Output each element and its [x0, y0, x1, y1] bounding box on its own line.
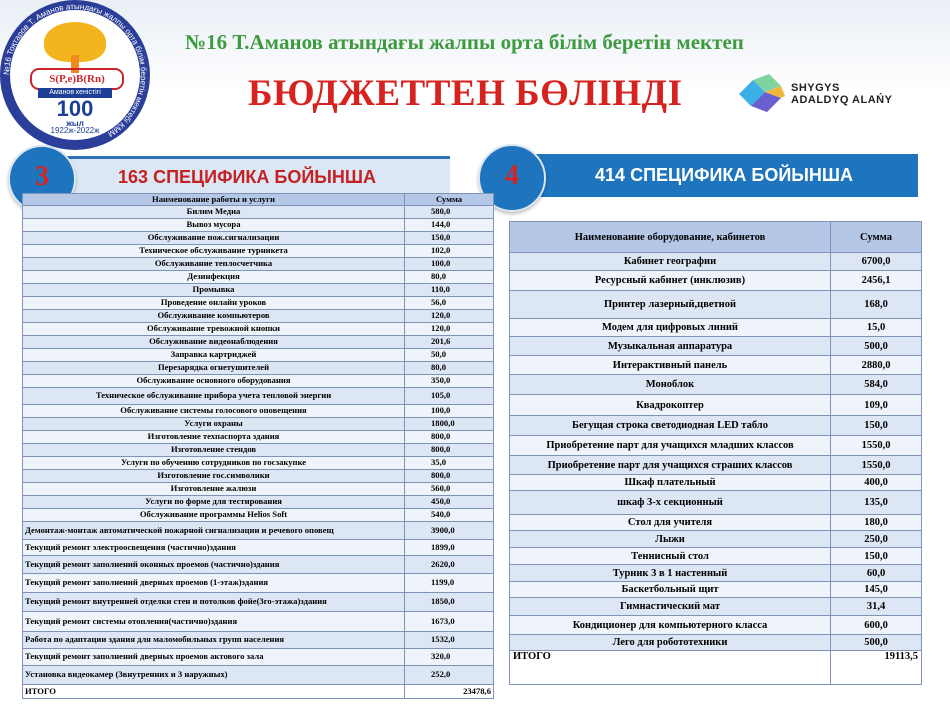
- total-sum: 23478,6: [405, 685, 494, 699]
- row-name: Квадрокоптер: [510, 395, 831, 416]
- row-sum: 145,0: [831, 582, 922, 598]
- row-name: Текущий ремонт системы отопления(частично)здания: [23, 612, 405, 632]
- brand-logo: [733, 70, 933, 118]
- row-sum: 2880,0: [831, 356, 922, 375]
- row-sum: 800,0: [405, 431, 494, 444]
- table-row: [23, 457, 494, 470]
- row-sum: 31,4: [831, 598, 922, 616]
- table-row: [510, 271, 922, 291]
- logo-formula: S(P,e)B(Rn): [30, 68, 124, 90]
- table-row: [23, 258, 494, 271]
- row-name: Бегущая строка светодиодная LED табло: [510, 416, 831, 436]
- logo-years: 1922ж-2022ж: [50, 126, 100, 135]
- row-sum: 168,0: [831, 291, 922, 319]
- table-row: [23, 509, 494, 522]
- row-name: Техническое обслуживание прибора учета тепловой энергии: [23, 388, 405, 405]
- row-name: Изготовление техпаспорта здания: [23, 431, 405, 444]
- table-row: [23, 418, 494, 431]
- svg-text:№16 Тоқтаров Т. Амaнов атындағ: [2, 2, 148, 139]
- row-sum: 100,0: [405, 258, 494, 271]
- logo-hundred-sub: жыл: [66, 119, 84, 128]
- brand-mark-icon: [735, 72, 787, 116]
- table-row: [23, 336, 494, 349]
- row-sum: 102,0: [405, 245, 494, 258]
- row-sum: 150,0: [831, 416, 922, 436]
- table-row: [23, 540, 494, 556]
- row-sum: 144,0: [405, 219, 494, 232]
- total-sum: 19113,5: [831, 651, 922, 685]
- row-sum: 56,0: [405, 297, 494, 310]
- row-name: Обслуживание теплосчетчика: [23, 258, 405, 271]
- row-name: Обслуживание основного оборудования: [23, 375, 405, 388]
- row-sum: 400,0: [831, 475, 922, 491]
- row-name: Заправка картриджей: [23, 349, 405, 362]
- row-name: Музыкальная аппаратура: [510, 337, 831, 356]
- row-name: Работа по адаптации здания для маломобильных групп населения: [23, 632, 405, 649]
- row-sum: 350,0: [405, 375, 494, 388]
- row-sum: 560,0: [405, 483, 494, 496]
- table-row: [23, 375, 494, 388]
- row-name: Кондиционер для компьютерного класса: [510, 616, 831, 635]
- row-name: Обслуживание тревожной кнопки: [23, 323, 405, 336]
- row-name: Текущий ремонт электроосвещения (частично)здания: [23, 540, 405, 556]
- row-sum: 201,6: [405, 336, 494, 349]
- table-row: [23, 388, 494, 405]
- row-sum: 500,0: [831, 635, 922, 651]
- table-row: [23, 349, 494, 362]
- table-163: [22, 193, 494, 699]
- row-name: Обслуживание видеонаблюдения: [23, 336, 405, 349]
- row-sum: 1550,0: [831, 456, 922, 475]
- table-row: [510, 337, 922, 356]
- row-name: Текущий ремонт заполнений дверных проемов (1-этаж)здания: [23, 574, 405, 593]
- row-sum: 1800,0: [405, 418, 494, 431]
- table-414: [509, 221, 922, 685]
- table-row: [23, 297, 494, 310]
- table-row: [23, 483, 494, 496]
- row-sum: 120,0: [405, 323, 494, 336]
- row-name: Гимнастический мат: [510, 598, 831, 616]
- table-row: [510, 616, 922, 635]
- table-row: [23, 206, 494, 219]
- row-sum: 35,0: [405, 457, 494, 470]
- row-sum: 584,0: [831, 375, 922, 395]
- row-name: Вывоз мусора: [23, 219, 405, 232]
- row-name: Услуги по обучению сотрудников по госзакупке: [23, 457, 405, 470]
- row-sum: 1899,0: [405, 540, 494, 556]
- total-label: ИТОГО: [510, 651, 831, 685]
- table-row: [510, 531, 922, 548]
- table-row: [23, 444, 494, 457]
- table-row: [23, 556, 494, 574]
- row-sum: 2456,1: [831, 271, 922, 291]
- table-row: [23, 574, 494, 593]
- row-sum: 500,0: [831, 337, 922, 356]
- row-sum: 60,0: [831, 565, 922, 582]
- table-row: [510, 635, 922, 651]
- table-row: [510, 565, 922, 582]
- row-name: Обслуживание программы Helios Soft: [23, 509, 405, 522]
- row-sum: 1850,0: [405, 593, 494, 612]
- table-row: [510, 598, 922, 616]
- total-row: [510, 651, 922, 685]
- table-row: [510, 253, 922, 271]
- row-name: Турник 3 в 1 настенный: [510, 565, 831, 582]
- table-row: [510, 375, 922, 395]
- row-sum: 540,0: [405, 509, 494, 522]
- row-name: Моноблок: [510, 375, 831, 395]
- table-row: [510, 491, 922, 515]
- table-row: [23, 431, 494, 444]
- col-header-name: Наименование работы и услуги: [23, 194, 405, 206]
- table-row: [23, 232, 494, 245]
- table-row: [23, 323, 494, 336]
- spec-163-number: 3: [8, 145, 76, 213]
- row-name: Кабинет географии: [510, 253, 831, 271]
- logo-caption: Амaнов кеністігі: [38, 88, 112, 98]
- row-sum: 580,0: [405, 206, 494, 219]
- table-row: [510, 319, 922, 337]
- row-sum: 6700,0: [831, 253, 922, 271]
- row-name: Лыжи: [510, 531, 831, 548]
- row-sum: 100,0: [405, 405, 494, 418]
- row-sum: 252,0: [405, 666, 494, 685]
- table-row: [510, 515, 922, 531]
- row-sum: 450,0: [405, 496, 494, 509]
- table-row: [23, 310, 494, 323]
- row-name: Стол для учителя: [510, 515, 831, 531]
- row-sum: 105,0: [405, 388, 494, 405]
- row-sum: 80,0: [405, 271, 494, 284]
- row-name: Техническое обслуживание турникета: [23, 245, 405, 258]
- total-row: [23, 685, 494, 699]
- table-row: [23, 522, 494, 540]
- table-row: [510, 416, 922, 436]
- school-name: №16 Т.Амaнов атындағы жалпы орта білім беретін мектеп: [185, 30, 744, 54]
- row-sum: 800,0: [405, 444, 494, 457]
- row-sum: 135,0: [831, 491, 922, 515]
- logo-circle-text-path: №16 Тоқтаров Т. Амaнов атындағы жалпы орта білім беретін мектебі КММ: [1, 1, 149, 139]
- row-name: Текущий ремонт заполнений дверных проемов актового зала: [23, 649, 405, 666]
- row-name: Проведение онлайн уроков: [23, 297, 405, 310]
- row-sum: 120,0: [405, 310, 494, 323]
- col-header-sum: Сумма: [405, 194, 494, 206]
- col-header-name: Наименование оборудование, кабинетов: [510, 222, 831, 253]
- row-sum: 1673,0: [405, 612, 494, 632]
- row-name: Демонтаж-монтаж автоматической пожарной сигнализации и речевого оповещ: [23, 522, 405, 540]
- spec-163-title: 163 СПЕЦИФИКА БОЙЫНША: [44, 156, 450, 199]
- row-name: Модем для цифровых линий: [510, 319, 831, 337]
- row-name: Билим Медиа: [23, 206, 405, 219]
- table-row: [510, 582, 922, 598]
- table-row: [23, 219, 494, 232]
- spec-414-title: 414 СПЕЦИФИКА БОЙЫНША: [530, 154, 918, 197]
- row-name: Услуги по форме для тестирования: [23, 496, 405, 509]
- row-sum: 150,0: [405, 232, 494, 245]
- row-name: Лего для робототехники: [510, 635, 831, 651]
- row-name: Обслуживание пож.сигнализации: [23, 232, 405, 245]
- budget-title: БЮДЖЕТТЕН БӨЛІНДІ: [248, 73, 683, 114]
- table-row: [23, 284, 494, 297]
- row-name: Шкаф плательный: [510, 475, 831, 491]
- table-row: [510, 291, 922, 319]
- table-row: [510, 475, 922, 491]
- row-name: Дезинфекция: [23, 271, 405, 284]
- row-name: Интерактивный панель: [510, 356, 831, 375]
- table-row: [23, 593, 494, 612]
- table-row: [23, 632, 494, 649]
- row-sum: 320,0: [405, 649, 494, 666]
- table-row: [23, 271, 494, 284]
- row-name: Перезарядка огнетушителей: [23, 362, 405, 375]
- table-row: [23, 405, 494, 418]
- row-name: Изготовление стендов: [23, 444, 405, 457]
- row-sum: 3900,0: [405, 522, 494, 540]
- row-sum: 150,0: [831, 548, 922, 565]
- row-sum: 110,0: [405, 284, 494, 297]
- row-name: Принтер лазерный,цветной: [510, 291, 831, 319]
- row-sum: 80,0: [405, 362, 494, 375]
- table-row: [510, 548, 922, 565]
- row-name: Ресурсный кабинет (инклюзив): [510, 271, 831, 291]
- logo-hundred-number: 100: [56, 96, 94, 121]
- table-row: [23, 612, 494, 632]
- row-sum: 600,0: [831, 616, 922, 635]
- table-row: [510, 436, 922, 456]
- row-sum: 15,0: [831, 319, 922, 337]
- row-name: Промывка: [23, 284, 405, 297]
- total-label: ИТОГО: [23, 685, 405, 699]
- row-name: Обслуживание компьютеров: [23, 310, 405, 323]
- row-sum: 109,0: [831, 395, 922, 416]
- row-name: Установка видеокамер (3внутренних и 3 наружных): [23, 666, 405, 685]
- row-sum: 800,0: [405, 470, 494, 483]
- row-name: Текущий ремонт заполнений оконных проемов (частично)здания: [23, 556, 405, 574]
- table-row: [23, 666, 494, 685]
- row-sum: 1532,0: [405, 632, 494, 649]
- col-header-sum: Сумма: [831, 222, 922, 253]
- row-sum: 2620,0: [405, 556, 494, 574]
- table-row: [23, 649, 494, 666]
- row-sum: 1199,0: [405, 574, 494, 593]
- table-row: [510, 456, 922, 475]
- table-row: [23, 470, 494, 483]
- brand-line-2: ADALDYQ ALAŃY: [791, 94, 893, 106]
- row-name: Обслуживание системы голосового оповещения: [23, 405, 405, 418]
- row-name: Изготовление гос.символики: [23, 470, 405, 483]
- table-row: [23, 496, 494, 509]
- row-name: Изготовление жалюзи: [23, 483, 405, 496]
- row-name: Баскетбольный щит: [510, 582, 831, 598]
- table-row: [23, 245, 494, 258]
- row-sum: 180,0: [831, 515, 922, 531]
- row-sum: 250,0: [831, 531, 922, 548]
- table-row: [23, 362, 494, 375]
- row-sum: 50,0: [405, 349, 494, 362]
- table-row: [510, 395, 922, 416]
- row-name: Приобретение парт для учащихся младших классов: [510, 436, 831, 456]
- row-name: Приобретение парт для учащихся страших классов: [510, 456, 831, 475]
- school-logo: [0, 0, 150, 150]
- brand-text: [791, 82, 892, 106]
- row-sum: 1550,0: [831, 436, 922, 456]
- row-name: Услуги охраны: [23, 418, 405, 431]
- row-name: шкаф 3-х секционный: [510, 491, 831, 515]
- brand-line-1: SHYGYS: [791, 82, 840, 94]
- logo-circle-text: [0, 0, 150, 150]
- row-name: Текущий ремонт внутренней отделки стен и потолков фойе(3го-этажа)здания: [23, 593, 405, 612]
- row-name: Теннисный стол: [510, 548, 831, 565]
- spec-414-number: 4: [478, 144, 546, 212]
- table-row: [510, 356, 922, 375]
